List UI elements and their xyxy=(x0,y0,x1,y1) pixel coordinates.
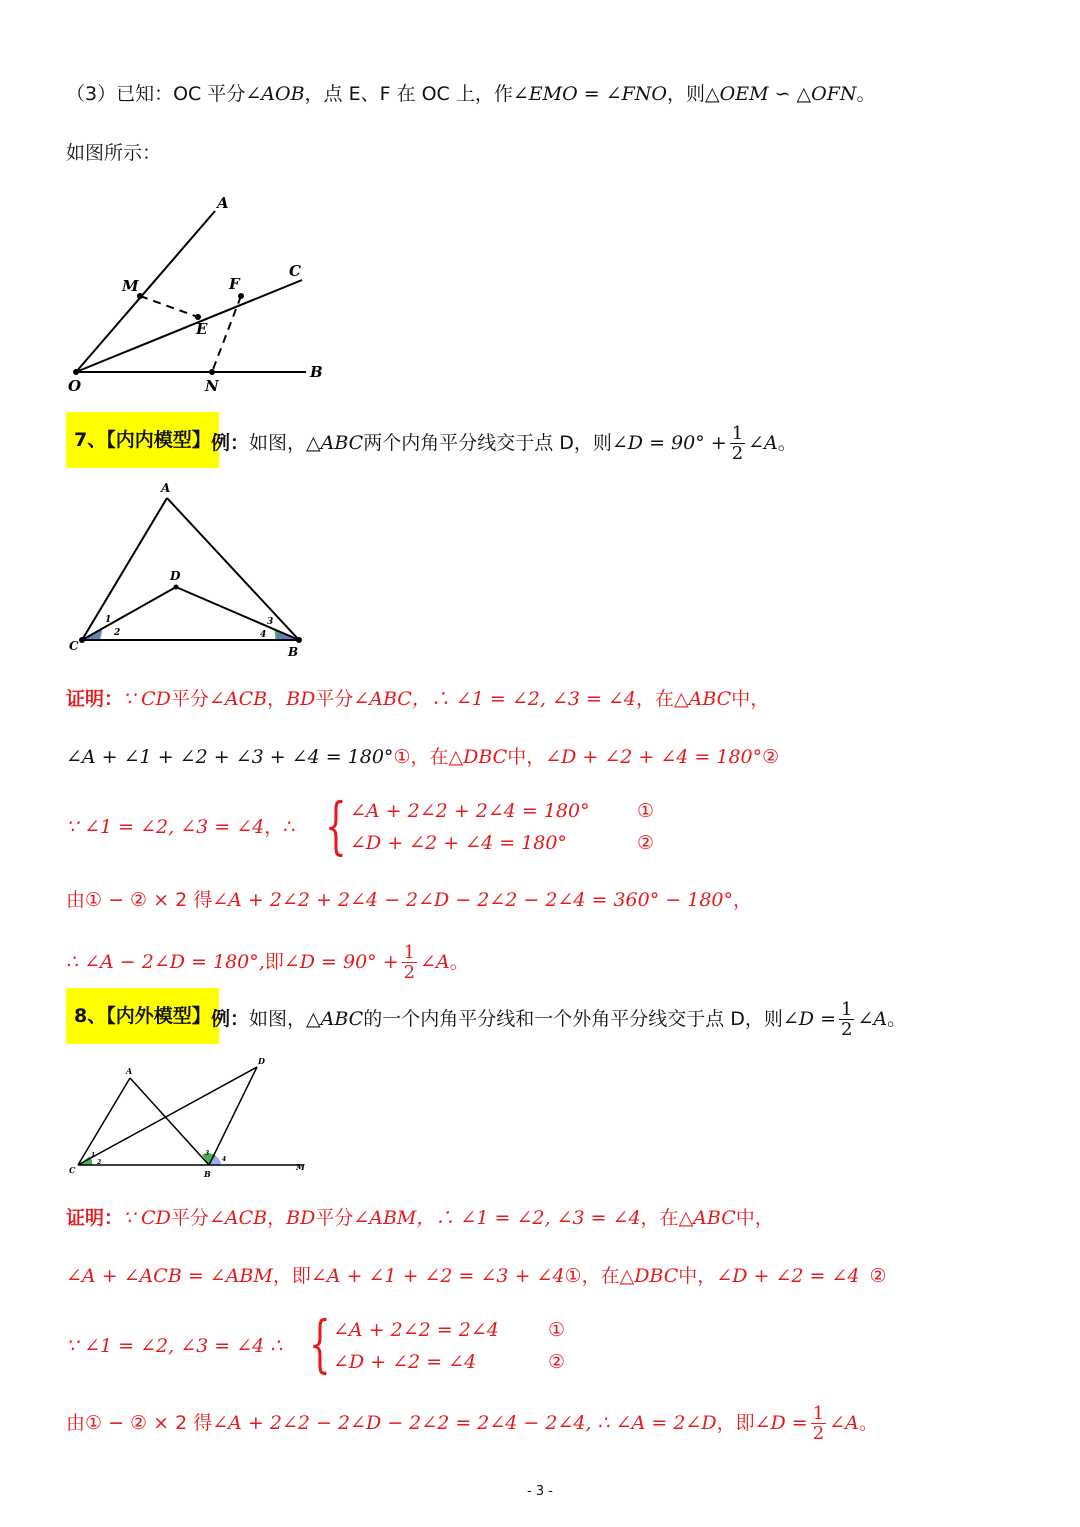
p8-frac-num: 1 xyxy=(812,1403,825,1424)
s8-frac-den: 2 xyxy=(841,1019,853,1040)
p8-l4b: ∠A + 2∠2 − 2∠D − 2∠2 = 2∠4 − 2∠4, ∴ ∠A = 2∠D xyxy=(212,1412,717,1434)
proof8-line4 xyxy=(66,1404,878,1443)
s7-frac-den: 2 xyxy=(731,443,744,464)
p8-l1e: ， xyxy=(267,1207,287,1229)
p7-l5c: ∠D = 90° + xyxy=(283,951,399,973)
p7-l5d: ∠A xyxy=(420,951,450,973)
figure-angle-bisector xyxy=(60,190,340,400)
angle-2: 2 xyxy=(97,1159,102,1166)
label-b: B xyxy=(288,645,299,659)
p8-l1c: 平分 xyxy=(170,1207,209,1229)
example-label: 例： xyxy=(211,1008,250,1030)
label-c: C xyxy=(69,639,79,653)
label-b: B xyxy=(204,1169,211,1179)
p8-sys1-num: ① xyxy=(548,1319,566,1341)
p7-l2e: ∠D + ∠2 + ∠4 = 180° xyxy=(545,746,763,768)
system-brace-8: { xyxy=(309,1307,331,1380)
label-m: M xyxy=(122,277,139,295)
s8-frac-num: 1 xyxy=(841,999,853,1020)
p7-l1e: ， xyxy=(267,688,287,710)
s7-fraction xyxy=(730,424,745,463)
p8-l1i: ，∴ ∠1 = ∠2, ∠3 = ∠4 xyxy=(416,1207,641,1229)
p3-condition: ∠EMO = ∠FNO xyxy=(512,83,667,105)
p7-l4b: ∠A + 2∠2 + 2∠4 − 2∠D − 2∠2 − 2∠4 = 360° − 180° xyxy=(212,889,733,911)
p8-l4c: ，即 xyxy=(716,1412,755,1434)
p8-l2e: △DBC xyxy=(619,1265,679,1287)
section-7-tag: 7、【内内模型】 xyxy=(66,412,219,468)
angle-4: 4 xyxy=(222,1156,227,1163)
s8-t2: 的一个内角平分线和一个外角平分线交于点 D，则 xyxy=(363,1008,783,1030)
p8-l2c: ∠A + ∠1 + ∠2 = ∠3 + ∠4 xyxy=(310,1265,565,1287)
example-label: 例： xyxy=(211,432,250,454)
proof7-line2 xyxy=(66,743,779,771)
label-e: E xyxy=(196,320,208,338)
label-m: M xyxy=(296,1162,305,1172)
p8-sys2 xyxy=(333,1348,476,1376)
p7-l1l: 中， xyxy=(731,688,770,710)
section-8-statement xyxy=(211,1000,906,1039)
p8-l4d: ∠D = xyxy=(754,1412,808,1434)
label-c: C xyxy=(289,262,301,280)
p8-l2g: ∠D + ∠2 = ∠4 xyxy=(716,1265,860,1287)
proof8-line2 xyxy=(66,1262,887,1290)
s8-formula-right: ∠A xyxy=(857,1008,888,1030)
p7-l1g: 平分 xyxy=(315,688,354,710)
p8-l2h: ② xyxy=(869,1265,887,1287)
p3-then: ，则 xyxy=(667,83,706,105)
p3-statement xyxy=(66,80,876,108)
p8-l1k: △ABC xyxy=(678,1207,736,1229)
p8-l1f: BD xyxy=(286,1207,316,1229)
proof7-line5 xyxy=(66,943,469,982)
p3-mid: ，点 E、F 在 OC 上，作 xyxy=(304,83,513,105)
p3-end: 。 xyxy=(856,83,876,105)
label-a: A xyxy=(217,194,229,212)
figure-inner-outer xyxy=(64,1054,314,1184)
p8-frac-den: 2 xyxy=(812,1423,825,1444)
p8-l3a: ∵ ∠1 = ∠2, ∠3 = ∠4 ∴ xyxy=(66,1335,283,1357)
p7-sys1-eq: ∠A + 2∠2 + 2∠4 = 180° xyxy=(350,800,590,822)
p7-l1k: △ABC xyxy=(674,688,732,710)
p8-fraction xyxy=(811,1404,826,1443)
p7-sys1 xyxy=(350,797,590,825)
as-shown: 如图所示： xyxy=(66,142,162,164)
p7-sys2-eq: ∠D + ∠2 + ∠4 = 180° xyxy=(350,832,567,854)
p8-sys2-eq: ∠D + ∠2 = ∠4 xyxy=(333,1351,477,1373)
proof8-line1 xyxy=(66,1204,774,1232)
s7-end: 。 xyxy=(777,432,797,454)
s8-formula-left: ∠D = xyxy=(782,1008,837,1030)
label-f: F xyxy=(229,275,240,293)
proof-label: 证明： xyxy=(66,1207,124,1229)
p7-l2a: ∠A + ∠1 + ∠2 + ∠3 + ∠4 = 180° xyxy=(66,746,394,768)
p7-l5a: ∴ ∠A − 2∠D = 180°, xyxy=(66,951,265,973)
s8-triangle: △ABC xyxy=(306,1008,364,1030)
p8-l1d: ∠ACB xyxy=(208,1207,268,1229)
s7-formula-right: ∠A xyxy=(748,432,778,454)
p8-sys1-eq: ∠A + 2∠2 = 2∠4 xyxy=(333,1319,499,1341)
section-7-statement xyxy=(211,424,797,463)
s7-t1: 如图， xyxy=(249,432,307,454)
s7-triangle: △ABC xyxy=(306,432,364,454)
p7-l2d: 中， xyxy=(507,746,546,768)
p8-l1l: 中， xyxy=(735,1207,774,1229)
p3-conclusion: △OEM ∽ △OFN xyxy=(705,83,857,105)
p7-l5e: 。 xyxy=(449,951,469,973)
p7-l4a: 由① − ② × 2 得 xyxy=(66,889,213,911)
p7-l3b: ，∴ xyxy=(264,816,296,838)
s8-end: 。 xyxy=(887,1008,907,1030)
s8-fraction xyxy=(839,1000,854,1039)
p8-l4a: 由① − ② × 2 得 xyxy=(66,1412,213,1434)
p8-sys2-num: ② xyxy=(548,1351,566,1373)
proof7-line4 xyxy=(66,886,752,914)
p8-l2a: ∠A + ∠ACB = ∠ABM xyxy=(66,1265,273,1287)
s8-t1: 如图， xyxy=(249,1008,307,1030)
p8-l2d: ①，在 xyxy=(564,1265,620,1287)
p8-l1g: 平分 xyxy=(315,1207,354,1229)
label-d: D xyxy=(258,1056,265,1066)
p7-l1i: ，∴ ∠1 = ∠2, ∠3 = ∠4 xyxy=(411,688,636,710)
angle-1: 1 xyxy=(91,1152,96,1159)
p8-l2b: ，即 xyxy=(272,1265,311,1287)
label-n: N xyxy=(205,377,219,395)
p7-l2f: ② xyxy=(762,746,780,768)
angle-3: 3 xyxy=(205,1150,210,1157)
label-a: A xyxy=(126,1066,133,1076)
p7-frac-num: 1 xyxy=(403,942,416,963)
page-number: - 3 - xyxy=(527,1484,553,1499)
angle-4: 4 xyxy=(260,630,267,640)
p3-label: （3）已知：OC 平分 xyxy=(66,83,246,105)
p8-l4f: 。 xyxy=(858,1412,878,1434)
section-8-tag: 8、【内外模型】 xyxy=(66,988,219,1044)
angle-2: 2 xyxy=(114,628,121,638)
p8-l2f: 中， xyxy=(678,1265,717,1287)
p7-l3a: ∵ ∠1 = ∠2, ∠3 = ∠4 xyxy=(66,816,265,838)
p7-l4c: ， xyxy=(733,889,753,911)
p8-l1b: ∵ CD xyxy=(123,1207,171,1229)
p7-l1h: ∠ABC xyxy=(353,688,412,710)
p7-l1j: ，在 xyxy=(635,688,674,710)
p7-sys2 xyxy=(350,829,567,857)
proof7-line3 xyxy=(66,813,295,841)
p7-l1b: ∵ CD xyxy=(123,688,171,710)
p7-l1f: BD xyxy=(286,688,316,710)
system-brace-7: { xyxy=(325,789,347,862)
p8-sys1 xyxy=(333,1316,499,1344)
label-d: D xyxy=(170,569,181,583)
s7-t2: 两个内角平分线交于点 D，则 xyxy=(363,432,612,454)
s7-frac-num: 1 xyxy=(731,423,744,444)
p7-fraction xyxy=(402,943,417,982)
label-a: A xyxy=(161,481,171,495)
label-o: O xyxy=(68,377,82,395)
p8-l4e: ∠A xyxy=(829,1412,859,1434)
s7-formula-left: ∠D = 90° + xyxy=(611,432,727,454)
proof-label: 证明： xyxy=(66,688,124,710)
angle-aob: ∠AOB xyxy=(245,83,305,105)
angle-1: 1 xyxy=(105,615,112,625)
angle-3: 3 xyxy=(267,617,274,627)
p7-l2c: △DBC xyxy=(448,746,508,768)
p8-l1j: ，在 xyxy=(640,1207,679,1229)
label-b: B xyxy=(310,363,323,381)
proof8-line3 xyxy=(66,1332,282,1360)
p8-l1h: ∠ABM xyxy=(353,1207,417,1229)
proof7-line1 xyxy=(66,685,769,713)
p7-sys2-num: ② xyxy=(637,832,655,854)
label-c: C xyxy=(69,1165,76,1175)
p7-l1d: ∠ACB xyxy=(208,688,268,710)
p7-frac-den: 2 xyxy=(403,962,416,983)
p7-sys1-num: ① xyxy=(637,800,655,822)
p7-l2b: ①，在 xyxy=(393,746,449,768)
figure-inner-inner xyxy=(62,478,322,663)
p7-l5b: 即 xyxy=(264,951,284,973)
p7-l1c: 平分 xyxy=(170,688,209,710)
